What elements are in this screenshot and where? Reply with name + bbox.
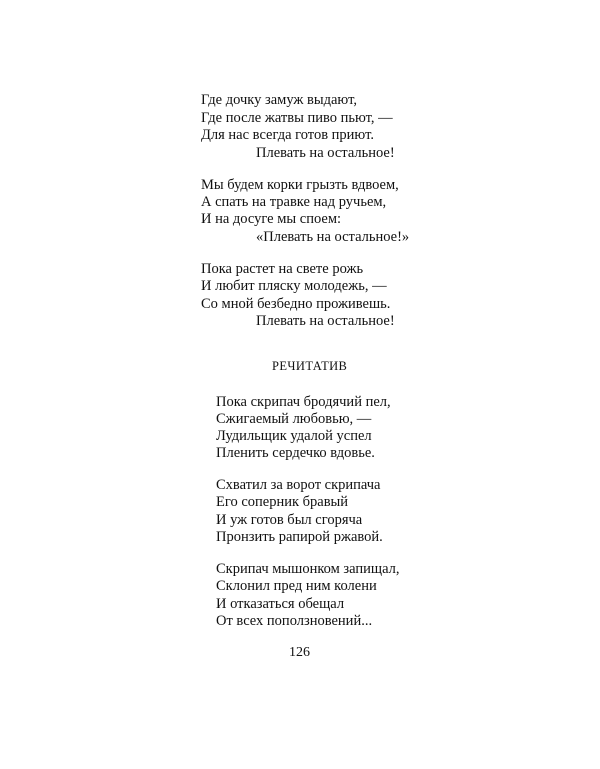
poem-line: Со мной безбедно проживешь.: [201, 296, 391, 312]
poem-line: Склонил пред ним колени: [216, 578, 377, 594]
poem-line: От всех поползновений...: [216, 613, 373, 629]
poem-line: Где после жатвы пиво пьют, —: [201, 110, 393, 126]
poem-line: Скрипач мышонком запищал,: [216, 561, 400, 577]
poem-line: Пока растет на свете рожь: [201, 261, 364, 277]
poem-line: Схватил за ворот скрипача: [216, 477, 381, 493]
poem-line: И на досуге мы споем:: [201, 211, 342, 227]
poem-line: Пленить сердечко вдовье.: [216, 445, 375, 461]
poem-refrain: «Плевать на остальное!»: [256, 229, 410, 245]
poem-line: И уж готов был сгоряча: [216, 512, 363, 528]
poem-line: Сжигаемый любовью, —: [216, 411, 372, 427]
poem-refrain: Плевать на остальное!: [256, 145, 395, 161]
poem-line: И отказаться обещал: [216, 596, 345, 612]
poem-line: Пронзить рапирой ржавой.: [216, 529, 383, 545]
poem-line: Его соперник бравый: [216, 494, 349, 510]
poem-line: А спать на травке над ручьем,: [201, 194, 387, 210]
poem-line: Пока скрипач бродячий пел,: [216, 394, 391, 410]
poem-line: Где дочку замуж выдают,: [201, 92, 357, 108]
poem-line: Для нас всегда готов приют.: [201, 127, 374, 143]
poem-refrain: Плевать на остальное!: [256, 313, 395, 329]
poem-line: И любит пляску молодежь, —: [201, 278, 387, 294]
poem-line: Лудильщик удалой успел: [216, 428, 372, 444]
section-title: РЕЧИТАТИВ: [272, 359, 348, 373]
page-number: 126: [289, 645, 310, 660]
poem-line: Мы будем корки грызть вдвоем,: [201, 177, 399, 193]
